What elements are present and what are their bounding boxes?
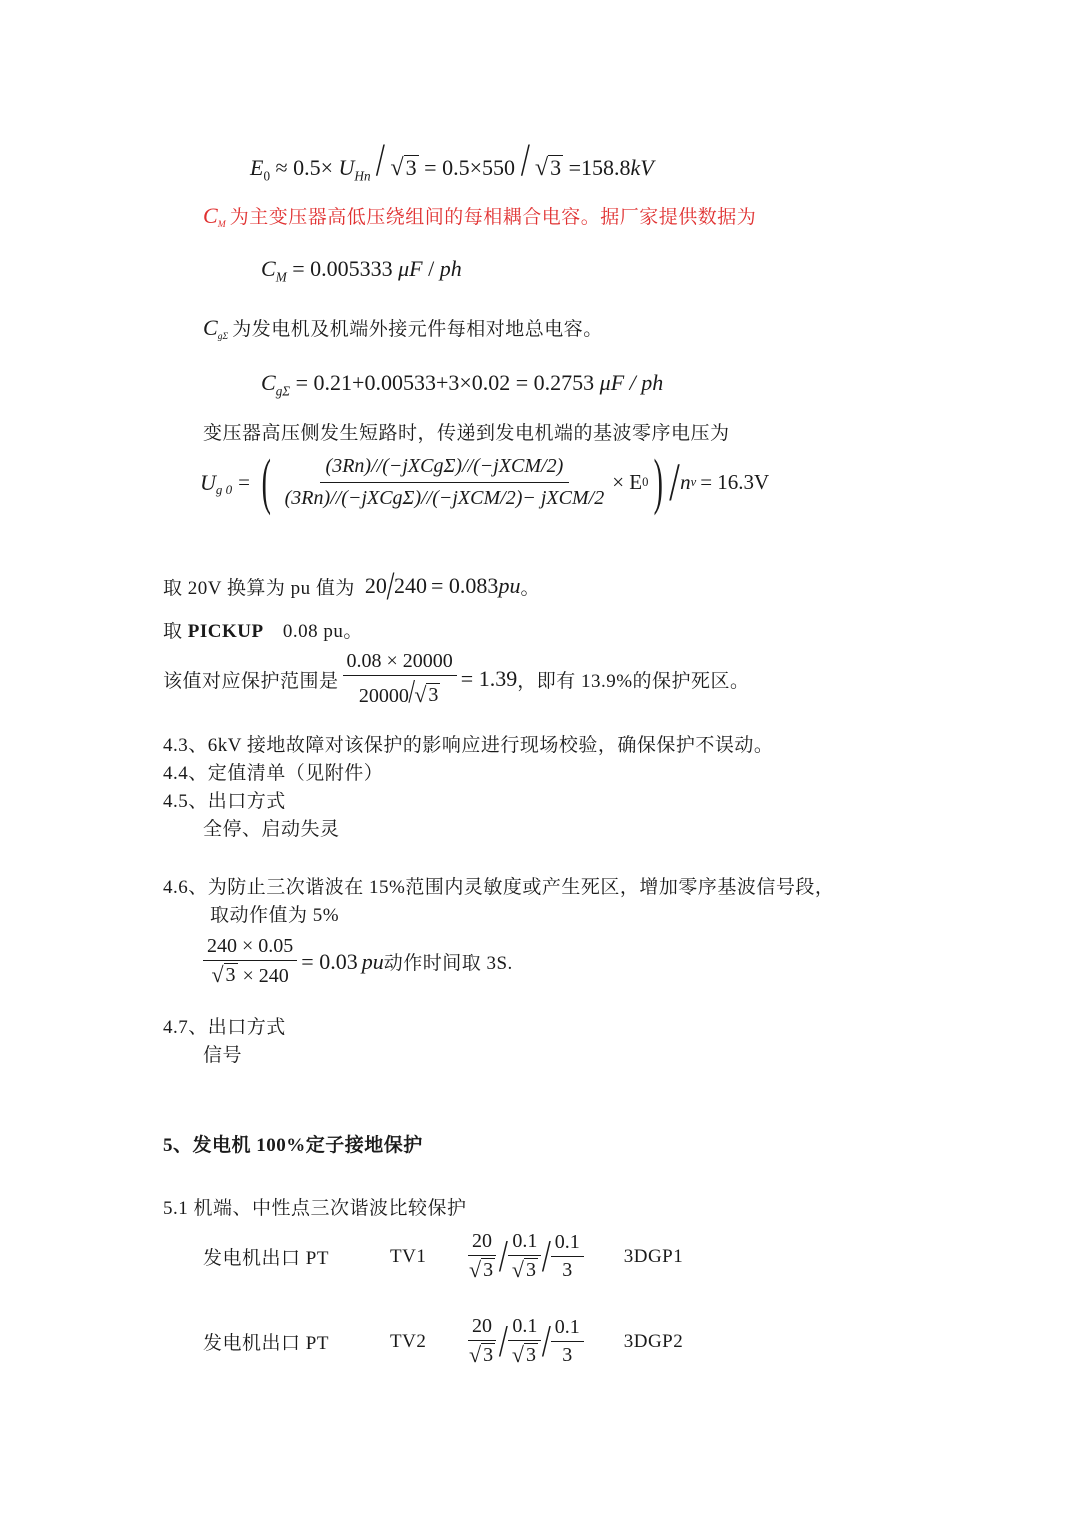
- range-den-wrap: 20000/ √ 3: [358, 673, 439, 710]
- pt-label: 发电机出口 PT: [203, 1333, 329, 1354]
- pt-frac-1-den: 3: [483, 1344, 494, 1366]
- pt-tv: TV2: [390, 1330, 427, 1352]
- pt-frac-2-den: 3: [525, 1259, 536, 1281]
- pickup-value: 0.08 pu。: [282, 621, 363, 642]
- pickup-prefix: 取: [163, 621, 183, 642]
- cg-symbol: C: [203, 315, 218, 340]
- pt-frac-3-den: 3: [562, 1344, 573, 1366]
- item-4-7: 4.7、出口方式: [163, 1017, 286, 1038]
- pickup-keyword: PICKUP: [187, 621, 264, 642]
- item-4-6-detail: 取动作值为 5%: [210, 905, 340, 926]
- pt-frac-3: [551, 1316, 584, 1367]
- equation-ug0: [200, 448, 770, 516]
- pt-frac-1: 20 √ 3: [465, 1230, 499, 1283]
- eq-ug-eq: =: [238, 470, 250, 495]
- eq1-u: U: [338, 155, 355, 180]
- pt-slash-1: /: [498, 1315, 508, 1367]
- range-num: 0.08 × 20000: [343, 650, 457, 676]
- eq-ug-numerator: (3Rn)//(−jXCgΣ)//(−jXCM/2): [320, 455, 570, 483]
- cm-description: [203, 202, 756, 230]
- eq1-slash2: /: [520, 134, 530, 185]
- pt-slash-2: /: [541, 1315, 551, 1367]
- eq-cg-unit: μF / ph: [599, 370, 664, 395]
- cg-text: 为发电机及机端外接元件每相对地总电容。: [232, 319, 603, 340]
- pt-frac-2: 0.1 √ 3: [508, 1315, 542, 1368]
- eq-ug-result: = 16.3V: [700, 470, 770, 495]
- eq1-lhs-sub: 0: [263, 168, 271, 184]
- item-4-7-detail: 信号: [203, 1045, 243, 1066]
- eq46-den: × 240: [242, 965, 289, 987]
- item-4-5: 4.5、出口方式: [163, 791, 286, 812]
- eq46-fraction: [203, 935, 297, 988]
- eq1-result: =158.8: [568, 155, 631, 180]
- section-5-1-heading: 5.1 机端、中性点三次谐波比较保护: [163, 1198, 467, 1219]
- range-result: = 1.39: [460, 666, 518, 691]
- take20-unit: pu: [498, 573, 521, 598]
- equation-cg: [261, 370, 663, 399]
- eq-ug-times: × E: [612, 470, 643, 495]
- pt-row: [203, 1315, 683, 1368]
- pickup-line: [163, 616, 363, 643]
- range-line: [163, 650, 750, 708]
- pt-slash-1: /: [498, 1230, 508, 1282]
- pt-frac-1-num: 20: [468, 1315, 496, 1341]
- eq-cm-sub: M: [275, 269, 287, 285]
- take20-slash: /: [386, 563, 395, 608]
- section-5-heading: 5、发电机 100%定子接地保护: [163, 1135, 423, 1156]
- pt-frac-2-num: 0.1: [508, 1315, 541, 1341]
- eq-ug-denominator: (3Rn)//(−jXCgΣ)//(−jXCM/2)− jXCM/2: [284, 487, 605, 510]
- eq1-mid: = 0.5×550: [424, 155, 515, 180]
- cm-symbol: C: [203, 203, 218, 228]
- pt-frac-1: 20 √ 3: [465, 1315, 499, 1368]
- range-suffix: ，即有 13.9%的保护死区。: [517, 670, 750, 692]
- pt-frac-3-den: 3: [562, 1259, 573, 1281]
- eq1-unit: kV: [630, 155, 654, 180]
- take20-result: = 0.083: [431, 573, 499, 598]
- eq46-unit: pu: [361, 948, 384, 974]
- pt-frac-2-num: 0.1: [508, 1230, 541, 1256]
- eq1-sqrt2: √ 3: [534, 154, 562, 181]
- eq46-den-rad: 3: [225, 964, 236, 986]
- eq-ug-nv-sub: v: [690, 475, 697, 490]
- eq46-suffix: 动作时间取 3S.: [383, 953, 513, 974]
- pt-code: 3DGP2: [623, 1330, 684, 1352]
- eq-ug-lhs: U: [200, 469, 216, 495]
- eq1-slash: /: [375, 134, 385, 185]
- eq-ug-fraction: [279, 455, 611, 510]
- transfer-text: 变压器高压侧发生短路时，传递到发电机端的基波零序电压为: [203, 423, 730, 444]
- eq-cm-symbol: C: [261, 256, 276, 281]
- pt-frac-1-den: 3: [483, 1259, 494, 1281]
- eq-ug-nv: n: [680, 470, 691, 495]
- pt-frac-2: 0.1 √ 3: [508, 1230, 542, 1283]
- eq-cg-symbol: C: [261, 370, 276, 395]
- eq-cm-slash: /: [428, 256, 435, 281]
- eq46-den-wrap: √ 3 × 240: [211, 962, 289, 987]
- eq1-sqrt: √ 3: [390, 154, 417, 181]
- eq-cg-value: = 0.21+0.00533+3×0.02 = 0.2753: [295, 370, 595, 395]
- equation-cm: [261, 256, 462, 285]
- pt-row: [203, 1230, 683, 1283]
- take20-end: 。: [520, 577, 540, 599]
- take-20v-line: [163, 563, 540, 608]
- pt-label: 发电机出口 PT: [203, 1248, 329, 1269]
- range-den: 20000: [358, 685, 409, 707]
- take20-num: 20: [364, 573, 387, 598]
- eq1-lhs: E: [250, 155, 264, 180]
- eq-cg-sub: gΣ: [275, 383, 291, 399]
- range-text: 该值对应保护范围是: [163, 670, 339, 692]
- eq-ug-lparen: (: [261, 448, 271, 516]
- equation-4-6: [203, 935, 513, 988]
- item-4-5-detail: 全停、启动失灵: [203, 819, 340, 840]
- equation-e0: [250, 134, 654, 185]
- eq-ug-rparen: ): [654, 448, 664, 516]
- item-4-6: 4.6、为防止三次谐波在 15%范围内灵敏度或产生死区，增加零序基波信号段，: [163, 877, 835, 898]
- pt-frac-3-num: 0.1: [551, 1231, 584, 1257]
- take20-den: 240: [394, 573, 428, 598]
- eq-cm-ph: ph: [439, 256, 462, 281]
- pt-frac-3-num: 0.1: [551, 1316, 584, 1342]
- eq-ug-slash: /: [669, 452, 680, 513]
- cm-symbol-sub: M: [217, 219, 226, 231]
- eq46-num: 240 × 0.05: [203, 935, 297, 961]
- item-4-3: 4.3、6kV 接地故障对该保护的影响应进行现场校验，确保保护不误动。: [163, 735, 774, 756]
- eq46-result: = 0.03: [301, 948, 358, 974]
- pt-frac-3: [551, 1231, 584, 1282]
- eq1-approx: ≈ 0.5×: [275, 155, 334, 180]
- pt-slash-2: /: [541, 1230, 551, 1282]
- range-fraction: [343, 650, 457, 708]
- take20-text: 取 20V 换算为 pu 值为: [163, 577, 355, 599]
- cg-description: [203, 314, 603, 342]
- pt-frac-2-den: 3: [525, 1344, 536, 1366]
- cg-symbol-sub: gΣ: [217, 331, 229, 343]
- eq-cm-value: = 0.005333: [292, 256, 393, 281]
- eq-ug-lhs-sub: g 0: [215, 481, 233, 497]
- range-den-rad: 3: [428, 684, 439, 706]
- eq-cm-mu: μF: [398, 256, 423, 281]
- pt-frac-1-num: 20: [468, 1230, 496, 1256]
- cm-text: 为主变压器高低压绕组间的每相耦合电容。据厂家提供数据为: [229, 207, 757, 228]
- eq-ug-times-sub: 0: [642, 475, 649, 490]
- item-4-4: 4.4、定值清单（见附件）: [163, 763, 384, 784]
- pt-tv: TV1: [390, 1245, 427, 1267]
- pt-code: 3DGP1: [623, 1245, 684, 1267]
- eq1-u-sub: Hn: [354, 168, 371, 184]
